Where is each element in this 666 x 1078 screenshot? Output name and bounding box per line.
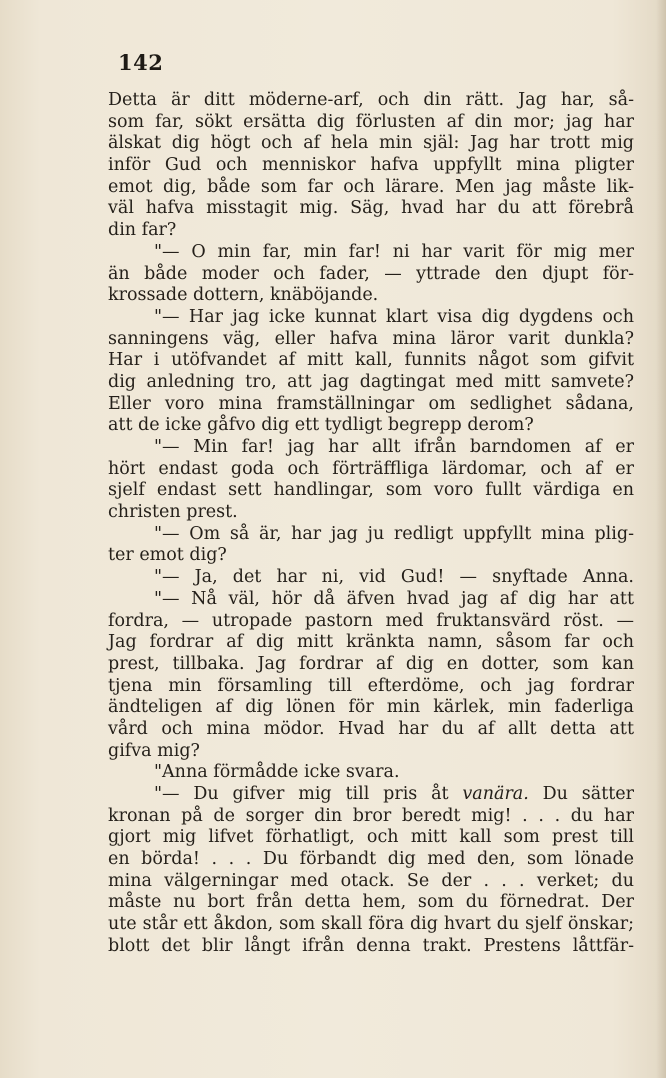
text-line: måste nu bort från detta hem, som du förnedrat. Der — [108, 892, 634, 913]
text-line: krossade dottern, knäböjande. — [108, 285, 379, 306]
text-line: tjena min församling till efterdöme, och jag fordrar — [108, 675, 634, 696]
text-line: emot dig, både som far och lärare. Men jag måste lik- — [108, 176, 634, 197]
text-line: kronan på de sorger din bror beredt mig! . . . du har — [108, 805, 634, 826]
emphasized-word: vanära. — [462, 784, 529, 804]
page-number: 142 — [118, 50, 164, 75]
text-line: "— Om så är, har jag ju redligt uppfyllt mina plig- — [154, 523, 634, 544]
text-line: Eller voro mina framställningar om sedlighet sådana, — [108, 393, 634, 414]
text-line: en börda! . . . Du förbandt dig med den, som lönade — [108, 849, 634, 870]
text-line-with-emphasis — [108, 784, 634, 806]
text-line: väl hafva misstagit mig. Säg, hvad har du att förebrå — [108, 198, 634, 219]
page-edge-shadow — [656, 0, 666, 1078]
text-line: fordra, — utropade pastorn med fruktansvärd röst. — — [108, 610, 634, 631]
text-line: "— O min far, min far! ni har varit för mig mer — [154, 241, 634, 262]
text-line: "— Min far! jag har allt ifrån barndomen af er — [154, 437, 634, 457]
text-line: "— Nå väl, hör då äfven hvad jag af dig har att — [154, 588, 634, 609]
text-line: prest, tillbaka. Jag fordrar af dig en dotter, som kan — [108, 653, 634, 674]
text-line: christen prest. — [108, 502, 238, 523]
text-line: Har i utöfvandet af mitt kall, funnits något som gifvit — [108, 350, 634, 371]
text-line: vård och mina mödor. Hvad har du af allt detta att — [108, 718, 634, 739]
text-line: dig anledning tro, att jag dagtingat med mitt samvete? — [108, 371, 634, 392]
text-line: "Anna förmådde icke svara. — [154, 762, 400, 783]
text-line: hört endast goda och förträffliga lärdomar, och af er — [108, 458, 634, 479]
text-line: ute står ett åkdon, som skall föra dig hvart du sjelf önskar; — [108, 914, 634, 935]
text-line: blott det blir långt ifrån denna trakt. Prestens låttfär- — [108, 935, 634, 956]
text-line: älskat dig högt och af hela min själ: Jag har trott mig — [108, 133, 634, 154]
text-fragment: Du sätter — [528, 784, 634, 804]
text-line: ändteligen af dig lönen för min kärlek, min faderliga — [108, 697, 634, 718]
text-line: ter emot dig? — [108, 545, 227, 566]
text-line: gjort mig lifvet förhatligt, och mitt kall som prest till — [108, 827, 634, 848]
text-line: "— Har jag icke kunnat klart visa dig dygdens och — [154, 306, 634, 327]
text-fragment: "— Du gifver mig till pris åt — [154, 784, 449, 804]
text-line: som far, sökt ersätta dig förlusten af din mor; jag har — [108, 111, 634, 132]
text-line: att de icke gåfvo dig ett tydligt begrepp derom? — [108, 415, 534, 436]
text-line: gifva mig? — [108, 740, 200, 761]
text-line: mina välgerningar med otack. Se der . . . verket; du — [108, 870, 634, 891]
text-line: din far? — [108, 220, 177, 241]
body-text — [108, 90, 634, 958]
text-line: "— Ja, det har ni, vid Gud! — snyftade Anna. — [154, 567, 634, 588]
text-line: inför Gud och menniskor hafva uppfyllt mina pligter — [108, 155, 634, 176]
text-line: sjelf endast sett handlingar, som voro fullt värdiga en — [108, 480, 634, 501]
text-line: än både moder och fader, — yttrade den djupt för- — [108, 263, 634, 284]
text-line: sanningens väg, eller hafva mina läror varit dunkla? — [108, 328, 634, 349]
text-line: Detta är ditt möderne-arf, och din rätt. Jag har, så- — [108, 90, 634, 110]
text-line: Jag fordrar af dig mitt kränkta namn, såsom far och — [108, 632, 634, 653]
